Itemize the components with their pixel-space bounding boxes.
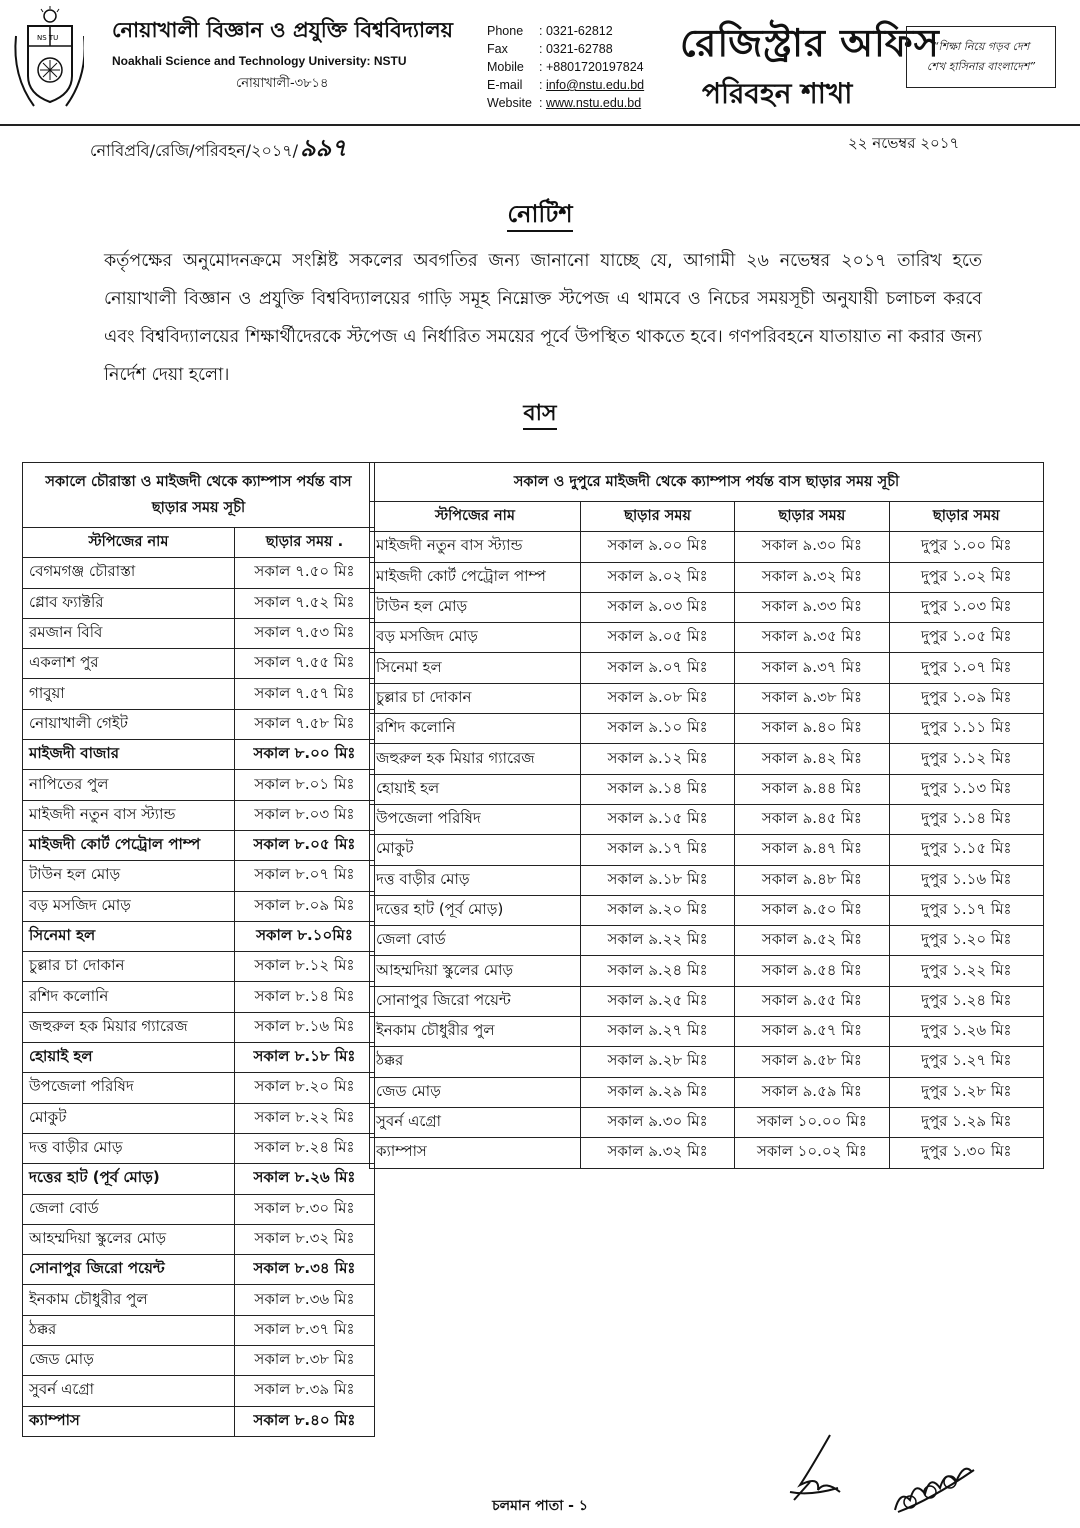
departure-time-3: দুপুর ১.২৯ মিঃ bbox=[889, 1107, 1043, 1137]
table-row bbox=[23, 740, 375, 770]
departure-time: সকাল ৭.৫০ মিঃ bbox=[234, 558, 374, 588]
memo-number: ৯৯৭ bbox=[300, 134, 347, 162]
departure-time-1: সকাল ৯.২৪ মিঃ bbox=[580, 956, 734, 986]
stop-name: ক্যাম্পাস bbox=[370, 1138, 581, 1168]
departure-time-1: সকাল ৯.০৫ মিঃ bbox=[580, 623, 734, 653]
table-row bbox=[370, 986, 1044, 1016]
departure-time: সকাল ৮.২২ মিঃ bbox=[234, 1103, 374, 1133]
table-row bbox=[370, 714, 1044, 744]
table-row bbox=[370, 1077, 1044, 1107]
table-row bbox=[23, 1012, 375, 1042]
departure-time: সকাল ৮.০৫ মিঃ bbox=[234, 830, 374, 860]
stop-name: সোনাপুর জিরো পয়েন্ট bbox=[370, 986, 581, 1016]
departure-time-2: সকাল ৯.৫৫ মিঃ bbox=[735, 986, 889, 1016]
table-row bbox=[370, 1017, 1044, 1047]
departure-time-2: সকাল ৯.৩৫ মিঃ bbox=[735, 623, 889, 653]
departure-time: সকাল ৮.১৬ মিঃ bbox=[234, 1012, 374, 1042]
stop-name: বড় মসজিদ মোড় bbox=[370, 623, 581, 653]
departure-time-1: সকাল ৯.২০ মিঃ bbox=[580, 895, 734, 925]
memo-reference bbox=[90, 130, 347, 170]
departure-time: সকাল ৮.৩০ মিঃ bbox=[234, 1194, 374, 1224]
table-row bbox=[370, 1047, 1044, 1077]
table-row bbox=[23, 1073, 375, 1103]
table-row bbox=[370, 804, 1044, 834]
departure-time-2: সকাল ৯.৫৯ মিঃ bbox=[735, 1077, 889, 1107]
table-row bbox=[23, 921, 375, 951]
stop-name: চুল্লার চা দোকান bbox=[370, 683, 581, 713]
departure-time: সকাল ৮.৩৬ মিঃ bbox=[234, 1285, 374, 1315]
website-link[interactable]: www.nstu.edu.bd bbox=[545, 96, 642, 110]
departure-time: সকাল ৮.২০ মিঃ bbox=[234, 1073, 374, 1103]
right-col-time1-header: ছাড়ার সময় bbox=[580, 502, 734, 532]
departure-time: সকাল ৭.৫৮ মিঃ bbox=[234, 709, 374, 739]
departure-time-3: দুপুর ১.০৯ মিঃ bbox=[889, 683, 1043, 713]
table-row bbox=[23, 861, 375, 891]
university-name-english: Noakhali Science and Technology University: NSTU bbox=[112, 54, 407, 68]
table-row bbox=[23, 891, 375, 921]
departure-time: সকাল ৭.৫২ মিঃ bbox=[234, 588, 374, 618]
departure-time: সকাল ৮.৩৭ মিঃ bbox=[234, 1315, 374, 1345]
motto-line-2: শেখ হাসিনার বাংলাদেশ” bbox=[926, 60, 1036, 73]
stop-name: জহুরুল হক মিয়ার গ্যারেজ bbox=[370, 744, 581, 774]
phone-label: Phone bbox=[487, 24, 524, 38]
stop-name: ঠক্কর bbox=[370, 1047, 581, 1077]
departure-time: সকাল ৭.৫৩ মিঃ bbox=[234, 618, 374, 648]
departure-time-3: দুপুর ১.০২ মিঃ bbox=[889, 562, 1043, 592]
table-row bbox=[23, 952, 375, 982]
departure-time-2: সকাল ৯.৩২ মিঃ bbox=[735, 562, 889, 592]
right-col-time3-header: ছাড়ার সময় bbox=[889, 502, 1043, 532]
departure-time-3: দুপুর ১.২৬ মিঃ bbox=[889, 1017, 1043, 1047]
university-name-bangla: নোয়াখালী বিজ্ঞান ও প্রযুক্তি বিশ্ববিদ্যালয় bbox=[112, 18, 454, 42]
phone-value: : 0321-62812 bbox=[539, 24, 613, 38]
departure-time-3: দুপুর ১.২২ মিঃ bbox=[889, 956, 1043, 986]
departure-time-1: সকাল ৯.০২ মিঃ bbox=[580, 562, 734, 592]
table-row bbox=[23, 558, 375, 588]
departure-time: সকাল ৮.০৭ মিঃ bbox=[234, 861, 374, 891]
table-row bbox=[23, 1164, 375, 1194]
departure-time-2: সকাল ৯.৪৭ মিঃ bbox=[735, 835, 889, 865]
motto-box bbox=[906, 26, 1056, 88]
departure-time: সকাল ৮.৩৪ মিঃ bbox=[234, 1255, 374, 1285]
left-table-title: সকালে চৌরাস্তা ও মাইজদী থেকে ক্যাম্পাস পর্যন্ত বাস ছাড়ার সময় সূচী bbox=[23, 463, 375, 528]
stop-name: ঠক্কর bbox=[23, 1315, 235, 1345]
stop-name: বড় মসজিদ মোড় bbox=[23, 891, 235, 921]
stop-name: উপজেলা পরিষিদ bbox=[370, 804, 581, 834]
departure-time-1: সকাল ৯.২৮ মিঃ bbox=[580, 1047, 734, 1077]
departure-time: সকাল ৮.৩২ মিঃ bbox=[234, 1224, 374, 1254]
stop-name: আহম্মদিয়া স্কুলের মোড় bbox=[23, 1224, 235, 1254]
table-row bbox=[23, 618, 375, 648]
departure-time-2: সকাল ৯.৪২ মিঃ bbox=[735, 744, 889, 774]
departure-time: সকাল ৭.৫৭ মিঃ bbox=[234, 679, 374, 709]
stop-name: সুবর্ন এগ্রো bbox=[23, 1376, 235, 1406]
departure-time-2: সকাল ৯.৩৭ মিঃ bbox=[735, 653, 889, 683]
departure-time: সকাল ৮.১০মিঃ bbox=[234, 921, 374, 951]
stop-name: মাইজদী কোর্ট পেট্রোল পাম্প bbox=[23, 830, 235, 860]
table-row bbox=[23, 770, 375, 800]
departure-time-2: সকাল ৯.৩০ মিঃ bbox=[735, 532, 889, 562]
departure-time: সকাল ৮.০১ মিঃ bbox=[234, 770, 374, 800]
table-row bbox=[23, 1406, 375, 1436]
table-row bbox=[23, 982, 375, 1012]
notice-title: নোটিশ bbox=[0, 196, 1080, 236]
stop-name: দত্ত বাড়ীর মোড় bbox=[23, 1133, 235, 1163]
email-link[interactable]: info@nstu.edu.bd bbox=[545, 78, 645, 92]
email-label: E-mail bbox=[487, 78, 523, 92]
departure-time-2: সকাল ১০.০২ মিঃ bbox=[735, 1138, 889, 1168]
table-row bbox=[370, 956, 1044, 986]
stop-name: সিনেমা হল bbox=[23, 921, 235, 951]
table-row bbox=[23, 649, 375, 679]
departure-time-1: সকাল ৯.২২ মিঃ bbox=[580, 926, 734, 956]
morning-schedule-table bbox=[22, 462, 375, 1437]
departure-time-1: সকাল ৯.১৮ মিঃ bbox=[580, 865, 734, 895]
departure-time-3: দুপুর ১.২০ মিঃ bbox=[889, 926, 1043, 956]
departure-time-3: দুপুর ১.১৩ মিঃ bbox=[889, 774, 1043, 804]
header-divider bbox=[0, 124, 1080, 126]
departure-time: সকাল ৮.২৪ মিঃ bbox=[234, 1133, 374, 1163]
table-row bbox=[23, 709, 375, 739]
stop-name: ইনকাম চৌধুরীর পুল bbox=[23, 1285, 235, 1315]
office-title: রেজিস্ট্রার অফিস bbox=[680, 21, 940, 65]
departure-time: সকাল ৮.৩৯ মিঃ bbox=[234, 1376, 374, 1406]
mobile-label: Mobile bbox=[487, 60, 524, 74]
table-row bbox=[23, 1224, 375, 1254]
website-label: Website bbox=[487, 96, 532, 110]
stop-name: রশিদ কলোনি bbox=[23, 982, 235, 1012]
departure-time-3: দুপুর ১.১৪ মিঃ bbox=[889, 804, 1043, 834]
fax-value: : 0321-62788 bbox=[539, 42, 613, 56]
departure-time: সকাল ৮.১৮ মিঃ bbox=[234, 1043, 374, 1073]
departure-time-2: সকাল ৯.৪৫ মিঃ bbox=[735, 804, 889, 834]
stop-name: গাবুয়া bbox=[23, 679, 235, 709]
table-row bbox=[370, 926, 1044, 956]
morning-noon-schedule-table bbox=[369, 462, 1044, 1169]
stop-name: মাইজদী নতুন বাস স্ট্যান্ড bbox=[370, 532, 581, 562]
table-row bbox=[370, 895, 1044, 925]
departure-time-3: দুপুর ১.২৮ মিঃ bbox=[889, 1077, 1043, 1107]
stop-name: ক্যাম্পাস bbox=[23, 1406, 235, 1436]
departure-time-3: দুপুর ১.১১ মিঃ bbox=[889, 714, 1043, 744]
table-row bbox=[370, 532, 1044, 562]
departure-time-1: সকাল ৯.২৭ মিঃ bbox=[580, 1017, 734, 1047]
section-title-bus: বাস bbox=[0, 396, 1080, 433]
departure-time: সকাল ৮.০৯ মিঃ bbox=[234, 891, 374, 921]
table-row bbox=[370, 623, 1044, 653]
right-table-title: সকাল ও দুপুরে মাইজদী থেকে ক্যাম্পাস পর্যন্ত বাস ছাড়ার সময় সূচী bbox=[370, 463, 1044, 502]
departure-time-3: দুপুর ১.০০ মিঃ bbox=[889, 532, 1043, 562]
departure-time-1: সকাল ৯.০৮ মিঃ bbox=[580, 683, 734, 713]
stop-name: মাইজদী কোর্ট পেট্রোল পাম্প bbox=[370, 562, 581, 592]
stop-name: সিনেমা হল bbox=[370, 653, 581, 683]
stop-name: রশিদ কলোনি bbox=[370, 714, 581, 744]
departure-time-2: সকাল ৯.৫৭ মিঃ bbox=[735, 1017, 889, 1047]
table-row bbox=[23, 679, 375, 709]
table-row bbox=[370, 1138, 1044, 1168]
departure-time: সকাল ৮.১২ মিঃ bbox=[234, 952, 374, 982]
departure-time-2: সকাল ৯.৫৮ মিঃ bbox=[735, 1047, 889, 1077]
table-row bbox=[23, 800, 375, 830]
departure-time-2: সকাল ৯.৩৩ মিঃ bbox=[735, 592, 889, 622]
stop-name: মোকুট bbox=[23, 1103, 235, 1133]
table-row bbox=[23, 1043, 375, 1073]
departure-time: সকাল ৮.০৩ মিঃ bbox=[234, 800, 374, 830]
departure-time-2: সকাল ৯.৪৪ মিঃ bbox=[735, 774, 889, 804]
stop-name: জেড মোড় bbox=[23, 1346, 235, 1376]
departure-time-3: দুপুর ১.১২ মিঃ bbox=[889, 744, 1043, 774]
table-row bbox=[23, 830, 375, 860]
stop-name: চুল্লার চা দোকান bbox=[23, 952, 235, 982]
stop-name: রমজান বিবি bbox=[23, 618, 235, 648]
stop-name: হোয়াই হল bbox=[370, 774, 581, 804]
right-col-time2-header: ছাড়ার সময় bbox=[735, 502, 889, 532]
stop-name: মাইজদী নতুন বাস স্ট্যান্ড bbox=[23, 800, 235, 830]
left-col-stop-header: স্টপিজের নাম bbox=[23, 528, 235, 558]
departure-time: সকাল ৮.১৪ মিঃ bbox=[234, 982, 374, 1012]
departure-time-3: দুপুর ১.০৩ মিঃ bbox=[889, 592, 1043, 622]
stop-name: দত্ত বাড়ীর মোড় bbox=[370, 865, 581, 895]
departure-time-3: দুপুর ১.১৫ মিঃ bbox=[889, 835, 1043, 865]
table-row bbox=[370, 1107, 1044, 1137]
contact-block: Phone : 0321-62812 Fax : 0321-62788 Mobile : +8801720197824 E-mail : info@nstu.edu.bd Website : www.nstu.edu.bd bbox=[487, 24, 645, 110]
departure-time-3: দুপুর ১.১৭ মিঃ bbox=[889, 895, 1043, 925]
stop-name: আহম্মদিয়া স্কুলের মোড় bbox=[370, 956, 581, 986]
table-row bbox=[370, 683, 1044, 713]
stop-name: টাউন হল মোড় bbox=[23, 861, 235, 891]
departure-time-3: দুপুর ১.২৭ মিঃ bbox=[889, 1047, 1043, 1077]
departure-time-1: সকাল ৯.২৫ মিঃ bbox=[580, 986, 734, 1016]
table-row bbox=[23, 1346, 375, 1376]
table-row bbox=[23, 1315, 375, 1345]
stop-name: নাপিতের পুল bbox=[23, 770, 235, 800]
departure-time-3: দুপুর ১.২৪ মিঃ bbox=[889, 986, 1043, 1016]
table-row bbox=[23, 1376, 375, 1406]
table-row bbox=[23, 1285, 375, 1315]
notice-body: কর্তৃপক্ষের অনুমোদনক্রমে সংশ্লিষ্ট সকলের অবগতির জন্য জানানো যাচ্ছে যে, আগামী ২৬ নভেম্বর ২০১৭ তারিখ হতে নোয়াখালী বিজ্ঞান ও প্রযুক্তি বিশ্ববিদ্যালয়ের গাড়ি সমূহ নিম্নোক্ত স্টপেজ এ থামবে ও নিচের সময়সূচী অনুযায়ী চলাচল করবে এবং বিশ্ববিদ্যালয়ের শিক্ষার্থীদেরকে স্টপেজ এ নির্ধারিত সময়ের পূর্বে উপস্থিত থাকতে হবে। গণপরিবহনে যাতায়াত না করার জন্য নির্দেশ দেয়া হলো। bbox=[104, 251, 982, 385]
departure-time-1: সকাল ৯.১৭ মিঃ bbox=[580, 835, 734, 865]
departure-time-3: দুপুর ১.৩০ মিঃ bbox=[889, 1138, 1043, 1168]
departure-time-1: সকাল ৯.১৫ মিঃ bbox=[580, 804, 734, 834]
stop-name: দত্তের হাট (পূর্ব মোড়) bbox=[23, 1164, 235, 1194]
stop-name: উপজেলা পরিষিদ bbox=[23, 1073, 235, 1103]
stop-name: জহুরুল হক মিয়ার গ্যারেজ bbox=[23, 1012, 235, 1042]
table-row bbox=[370, 653, 1044, 683]
stop-name: সুবর্ন এগ্রো bbox=[370, 1107, 581, 1137]
stop-name: মাইজদী বাজার bbox=[23, 740, 235, 770]
departure-time-1: সকাল ৯.৩০ মিঃ bbox=[580, 1107, 734, 1137]
departure-time-2: সকাল ৯.৩৮ মিঃ bbox=[735, 683, 889, 713]
stop-name: টাউন হল মোড় bbox=[370, 592, 581, 622]
departure-time: সকাল ৮.৩৮ মিঃ bbox=[234, 1346, 374, 1376]
departure-time-1: সকাল ৯.০০ মিঃ bbox=[580, 532, 734, 562]
university-location: নোয়াখালী-৩৮১৪ bbox=[236, 76, 329, 91]
departure-time-2: সকাল ৯.৪০ মিঃ bbox=[735, 714, 889, 744]
stop-name: দত্তের হাট (পূর্ব মোড়) bbox=[370, 895, 581, 925]
table-row bbox=[23, 1103, 375, 1133]
departure-time-2: সকাল ১০.০০ মিঃ bbox=[735, 1107, 889, 1137]
stop-name: একলাশ পুর bbox=[23, 649, 235, 679]
departure-time-3: দুপুর ১.১৬ মিঃ bbox=[889, 865, 1043, 895]
departure-time-2: সকাল ৯.৫০ মিঃ bbox=[735, 895, 889, 925]
stop-name: সোনাপুর জিরো পয়েন্ট bbox=[23, 1255, 235, 1285]
departure-time-2: সকাল ৯.৪৮ মিঃ bbox=[735, 865, 889, 895]
stop-name: গ্লোব ফ্যাক্টরি bbox=[23, 588, 235, 618]
table-row bbox=[370, 865, 1044, 895]
departure-time: সকাল ৭.৫৫ মিঃ bbox=[234, 649, 374, 679]
departure-time-1: সকাল ৯.০৩ মিঃ bbox=[580, 592, 734, 622]
departure-time-2: সকাল ৯.৫২ মিঃ bbox=[735, 926, 889, 956]
stop-name: ইনকাম চৌধুরীর পুল bbox=[370, 1017, 581, 1047]
stop-name: মোকুট bbox=[370, 835, 581, 865]
svg-text:NS TU: NS TU bbox=[37, 34, 59, 42]
table-row bbox=[370, 774, 1044, 804]
departure-time-1: সকাল ৯.৩২ মিঃ bbox=[580, 1138, 734, 1168]
stop-name: নোয়াখালী গেইট bbox=[23, 709, 235, 739]
departure-time-1: সকাল ৯.১২ মিঃ bbox=[580, 744, 734, 774]
university-logo bbox=[10, 6, 84, 112]
table-row bbox=[370, 835, 1044, 865]
stop-name: জেড মোড় bbox=[370, 1077, 581, 1107]
table-row bbox=[23, 1194, 375, 1224]
table-row bbox=[23, 1133, 375, 1163]
table-row bbox=[23, 1255, 375, 1285]
page-footer: চলমান পাতা - ১ bbox=[492, 1498, 588, 1514]
departure-time-1: সকাল ৯.১৪ মিঃ bbox=[580, 774, 734, 804]
table-row bbox=[370, 592, 1044, 622]
right-table-body bbox=[370, 532, 1044, 1168]
departure-time: সকাল ৮.২৬ মিঃ bbox=[234, 1164, 374, 1194]
departure-time-3: দুপুর ১.০৭ মিঃ bbox=[889, 653, 1043, 683]
office-subtitle: পরিবহন শাখা bbox=[702, 77, 853, 110]
stop-name: হোয়াই হল bbox=[23, 1043, 235, 1073]
departure-time: সকাল ৮.০০ মিঃ bbox=[234, 740, 374, 770]
departure-time-2: সকাল ৯.৫৪ মিঃ bbox=[735, 956, 889, 986]
mobile-value: : +8801720197824 bbox=[539, 60, 644, 74]
fax-label: Fax bbox=[487, 42, 508, 56]
stop-name: বেগমগঞ্জ চৌরাস্তা bbox=[23, 558, 235, 588]
table-row bbox=[370, 562, 1044, 592]
memo-ref-text: নোবিপ্রবি/রেজি/পরিবহন/২০১৭/ bbox=[90, 141, 299, 160]
table-row bbox=[23, 588, 375, 618]
table-row bbox=[370, 744, 1044, 774]
right-col-stop-header: স্টপিজের নাম bbox=[370, 502, 581, 532]
motto-line-1: “শিক্ষা নিয়ে গড়ব দেশ bbox=[932, 40, 1030, 53]
stop-name: জেলা বোর্ড bbox=[23, 1194, 235, 1224]
memo-date: ২২ নভেম্বর ২০১৭ bbox=[848, 134, 960, 152]
left-table-body bbox=[23, 558, 375, 1437]
stop-name: জেলা বোর্ড bbox=[370, 926, 581, 956]
departure-time-3: দুপুর ১.০৫ মিঃ bbox=[889, 623, 1043, 653]
departure-time-1: সকাল ৯.২৯ মিঃ bbox=[580, 1077, 734, 1107]
departure-time-1: সকাল ৯.০৭ মিঃ bbox=[580, 653, 734, 683]
departure-time-1: সকাল ৯.১০ মিঃ bbox=[580, 714, 734, 744]
departure-time: সকাল ৮.৪০ মিঃ bbox=[234, 1406, 374, 1436]
left-col-time-header: ছাড়ার সময় . bbox=[234, 528, 374, 558]
